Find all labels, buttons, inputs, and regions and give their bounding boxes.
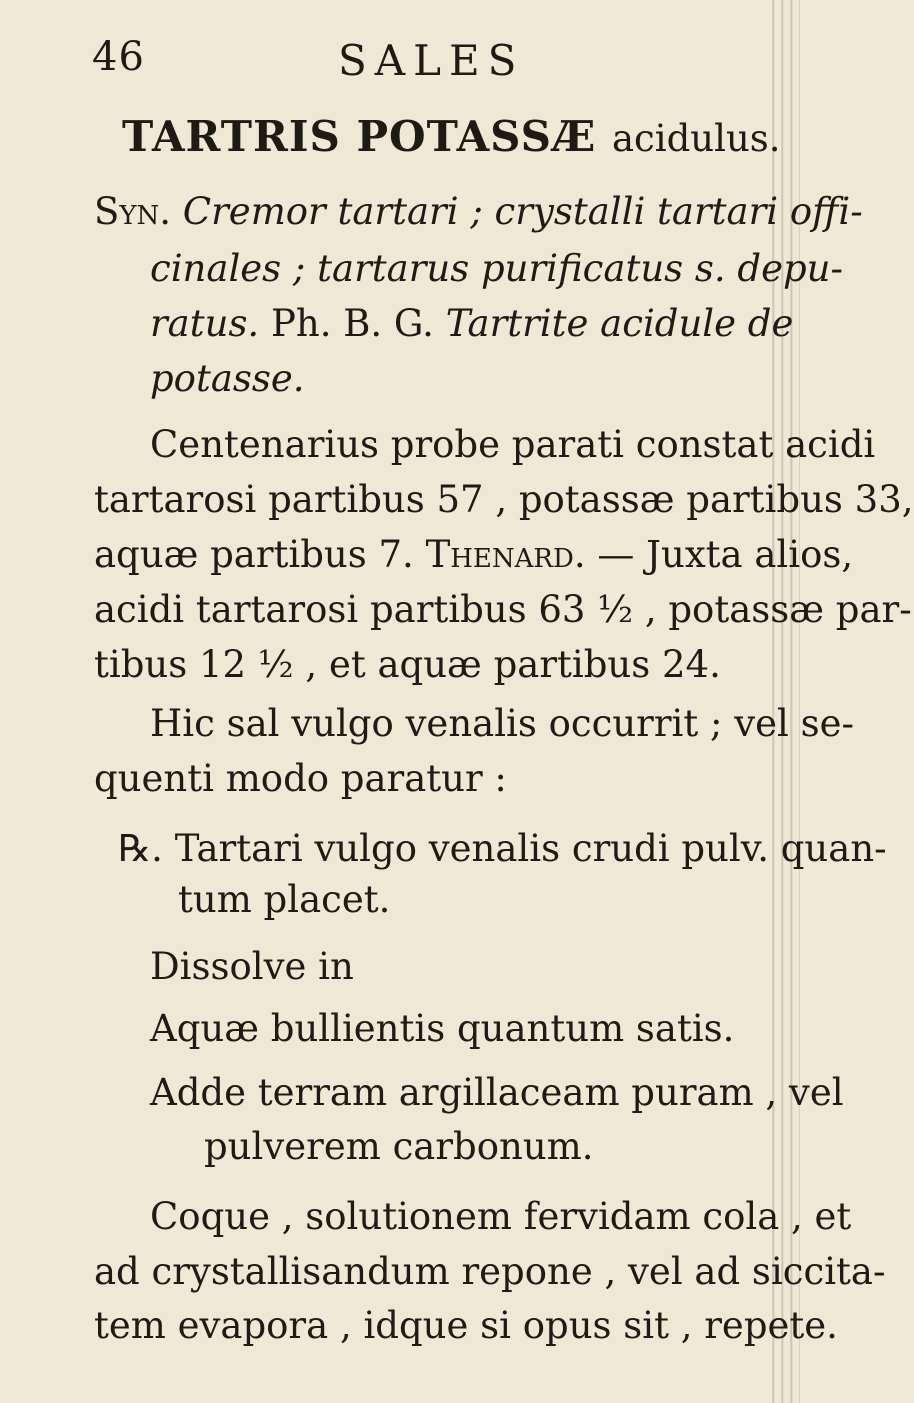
para2-line-2: quenti modo paratur : [94, 757, 507, 801]
synonyms-text-1: Cremor tartari ; crystalli tartari offi- [182, 190, 863, 233]
recipe-line-3: Dissolve in [150, 944, 354, 988]
recipe-line-8: ad crystallisandum repone , vel ad siccita- [94, 1249, 886, 1293]
para1-line-3 [94, 533, 854, 577]
para1-line-4: acidi tartarosi partibus 63 ½ , potassæ par- [94, 588, 912, 632]
recipe-line-2: tum placet. [178, 878, 391, 922]
synonyms-line-2: cinales ; tartarus purificatus s. depu- [150, 246, 844, 290]
recipe-line-9: tem evapora , idque si opus sit , repete. [94, 1304, 838, 1348]
recipe-line-7: Coque , solutionem fervidam cola , et [150, 1194, 852, 1238]
synonyms-line-4: potasse. [150, 356, 305, 400]
recipe-line-1: ℞. Tartari vulgo venalis crudi pulv. quan- [118, 826, 887, 870]
recipe-line-6: pulverem carbonum. [204, 1125, 594, 1169]
synonyms-text-3a: ratus. [150, 301, 260, 345]
para1-line-5: tibus 12 ½ , et aquæ partibus 24. [94, 642, 721, 686]
synonyms-line-3 [150, 301, 794, 345]
title-sub: acidulus. [611, 117, 781, 160]
recipe-line-4: Aquæ bullientis quantum satis. [150, 1007, 735, 1051]
running-title: SALES [338, 36, 525, 85]
author-name: Thenard. [425, 533, 586, 577]
para1-line-2: tartarosi partibus 57 , potassæ partibus 33, [94, 478, 914, 522]
synonyms-line-1 [94, 190, 863, 233]
recipe-line-5: Adde terram argillaceam puram , vel [150, 1071, 844, 1115]
para2-line-1: Hic sal vulgo venalis occurrit ; vel se- [150, 702, 855, 746]
synonyms-label: Syn. [94, 190, 172, 233]
synonyms-text-3b: Tartrite acidule de [445, 301, 794, 345]
title-main: TARTRIS POTASSÆ [122, 112, 597, 161]
synonyms-abbr: Ph. B. G. [270, 301, 434, 345]
para1-line-1: Centenarius probe parati constat acidi [150, 423, 876, 467]
section-title [122, 112, 781, 161]
page-number: 46 [92, 34, 145, 80]
para1-text-3b: — Juxta alios, [597, 533, 854, 577]
para1-text-3a: aquæ partibus 7. [94, 533, 414, 577]
